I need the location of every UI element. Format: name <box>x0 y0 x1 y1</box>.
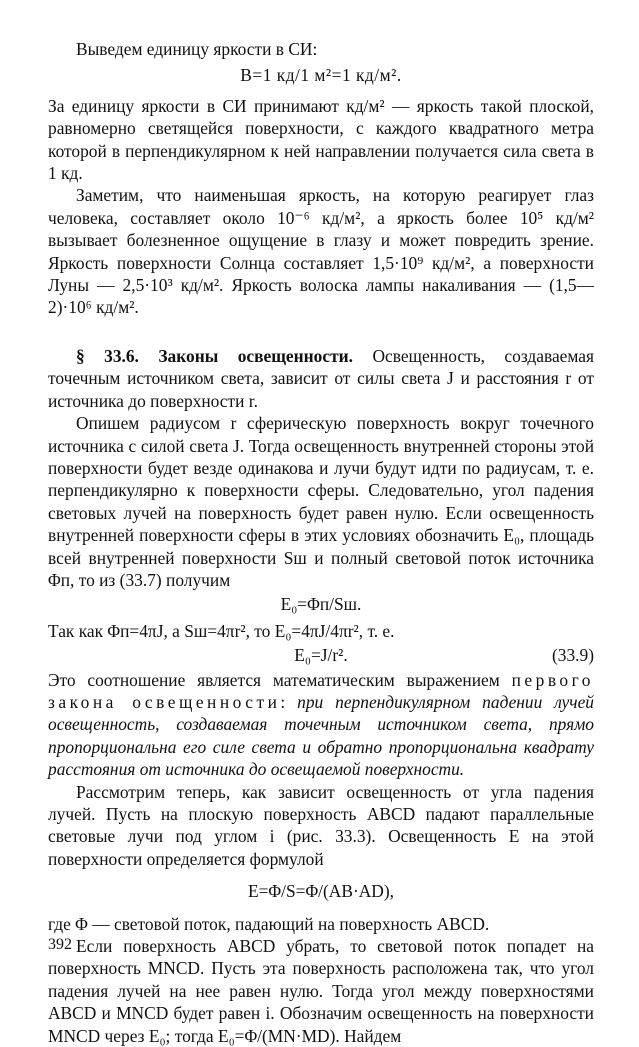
page-body <box>48 38 594 1047</box>
equation-number: (33.9) <box>551 645 594 666</box>
paragraph-flux-def: где Φ — световой поток, падающий на поверхность ABCD. <box>48 913 490 934</box>
section-heading: § 33.6. Законы освещенности. <box>76 345 354 366</box>
page-number: 392 <box>48 936 72 953</box>
section-intro-text: Освещенность, создаваемая точечным источником света, зависит от силы света J и расстояния r от источника до поверхности r. <box>48 345 594 411</box>
paragraph-section-heading <box>48 345 594 412</box>
paragraph-intro: Выведем единицу яркости в СИ: <box>76 39 318 59</box>
formula-e0-inverse-square <box>48 644 594 666</box>
formula-e-abcd: E=Φ/S=Φ/(AB·AD), <box>248 881 394 902</box>
paragraph-first-law <box>48 669 594 781</box>
paragraph-mncd: Если поверхность ABCD убрать, то световой поток попадет на поверхность MNCD. Пусть эта поверхность расположена так, что угол падения лучей на нее равен нулю. Тогда угол между поверхностями ABCD и MNCD будет равен i. Обозначим освещенность на поверхности MNCD через E₀; тогда E₀=Φ/(MN·MD). Найдем <box>48 936 594 1046</box>
paragraph-si-unit: За единицу яркости в СИ принимают кд/м² — яркость такой плоской, равномерно светящейся поверхности, с каждого квадратного метра которой в перпендикулярном к ней направлении получается сила света в 1 кд. <box>48 95 594 184</box>
paragraph-brightness-values: Заметим, что наименьшая яркость, на которую реагирует глаз человека, составляет около 10⁻⁶ кд/м², а яркость более 10⁵ кд/м² вызывает болезненное ощущение в глазу и может повредить зрение. Яркость поверхности Солнца составляет 1,5·10⁹ кд/м², а поверхности Луны — 2,5·10³ кд/м². Яркость волоска лампы накаливания — (1,5—2)·10⁶ кд/м². <box>48 185 594 318</box>
formula-brightness-unit: B=1 кд/1 м²=1 кд/м². <box>240 65 402 86</box>
first-law-name: первого закона освещенности <box>48 669 594 712</box>
formula-e0-flux: E₀=Φп/Sш. <box>280 594 362 615</box>
paragraph-sphere: Опишем радиусом r сферическую поверхность вокруг точечного источника с силой света J. Тогда освещенность внутренней стороны этой поверхности будет везде одинакова и лучи будут идти по радиусам, т. е. перпендикулярно к поверхности сферы. Следовательно, угол падения световых лучей на поверхность будет равен нулю. Если освещенность внутренней поверхности сферы в этих условиях обозначить E₀, площадь всей внутренней поверхности Sш и полный световой поток источника Φп, то из (33.7) получим <box>48 413 594 590</box>
first-law-statement: при перпендикулярном падении лучей освещенность, создаваемая точечным источником света, прямо пропорциональна его силе света и обратно пропорциональна квадрату расстояния от источника до освещаемой поверхности. <box>48 691 594 780</box>
formula-e0-text: E₀=J/r². <box>294 645 348 666</box>
first-law-colon: : <box>280 691 298 712</box>
paragraph-angle: Рассмотрим теперь, как зависит освещенность от угла падения лучей. Пусть на плоскую поверхность ABCD падают параллельные световые лучи под углом i (рис. 33.3). Освещенность E на этой поверхности определяется формулой <box>48 781 594 869</box>
paragraph-since: Так как Φп=4πJ, а Sш=4πr², то E₀=4πJ/4πr², т. е. <box>48 620 395 641</box>
section-gap <box>48 319 594 345</box>
first-law-lead: Это соотношение является математическим выражением <box>48 669 512 690</box>
